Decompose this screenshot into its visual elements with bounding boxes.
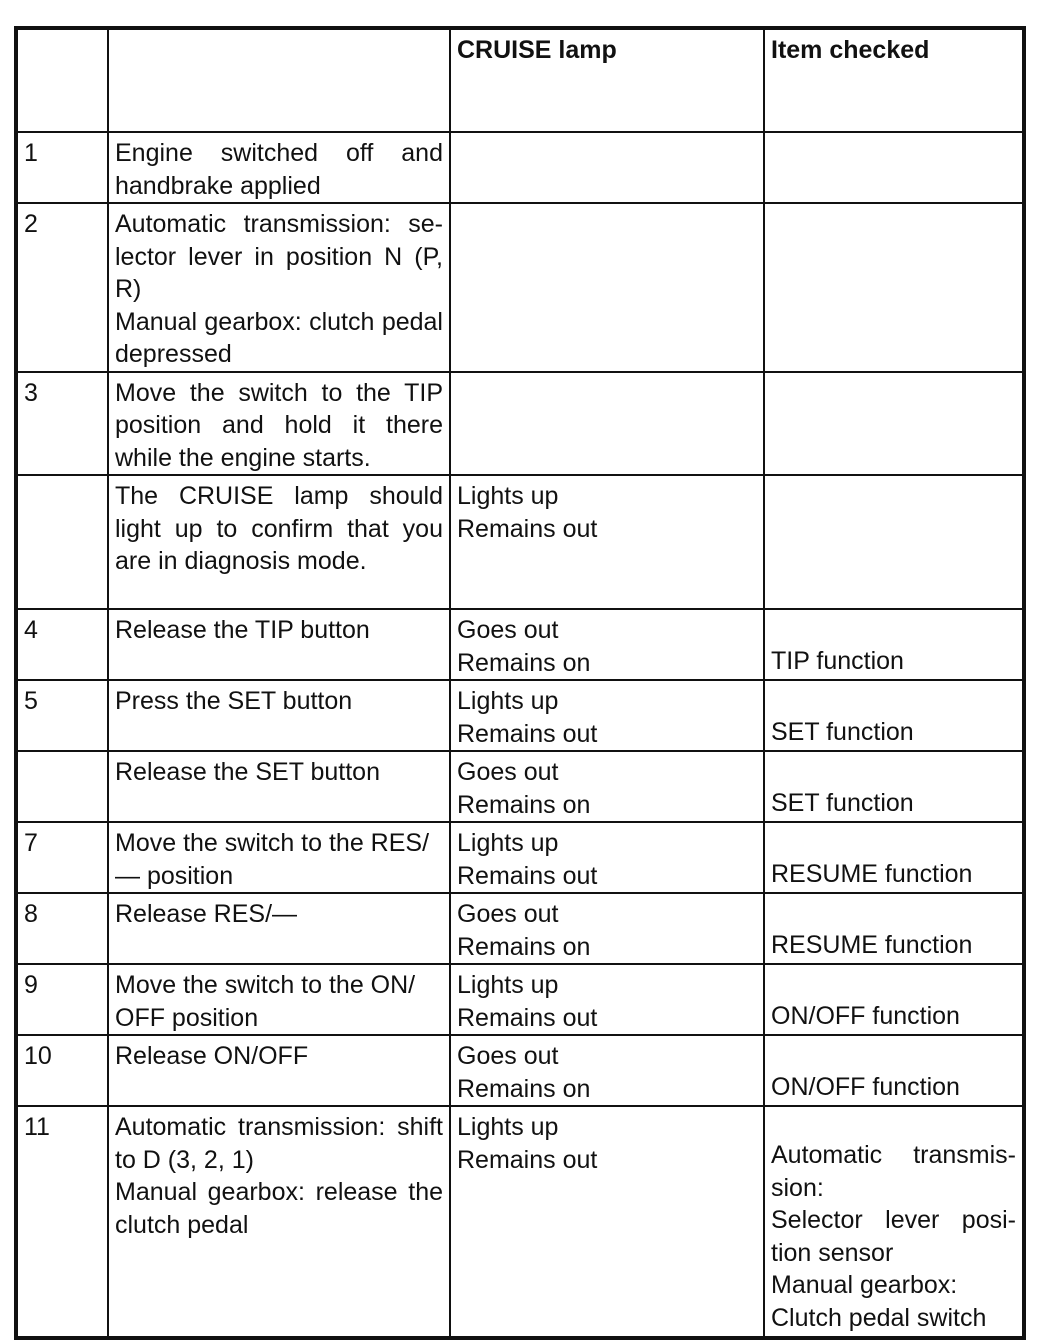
lamp-state <box>450 822 764 893</box>
step-number: 2 <box>16 203 108 372</box>
lamp-state-line: Remains out <box>457 514 598 543</box>
step-action: The CRUISE lamp should light up to confirm that you are in diagnosis mode. <box>108 475 450 609</box>
lamp-state <box>450 609 764 680</box>
step-action-line: Manual gearbox: clutch pedal depressed <box>115 307 443 368</box>
table-row <box>16 751 1024 822</box>
lamp-state-line: Remains out <box>457 1145 598 1174</box>
item-checked-line: Selector lever posi-tion sensor <box>771 1206 1016 1267</box>
step-number: 7 <box>16 822 108 893</box>
item-checked <box>764 203 1024 372</box>
step-action: Move the switch to the ON/ OFF position <box>108 964 450 1035</box>
item-checked: ON/OFF function <box>764 1035 1024 1106</box>
lamp-state <box>450 680 764 751</box>
header-row <box>16 28 1024 132</box>
lamp-state-line: Lights up <box>457 687 559 715</box>
step-number: 11 <box>16 1106 108 1338</box>
step-action: Move the switch to the RES/— position <box>108 822 450 893</box>
step-action: Engine switched off and handbrake applied <box>108 132 450 203</box>
lamp-state-line: Remains out <box>457 861 598 890</box>
item-checked: RESUME function <box>764 893 1024 964</box>
step-action <box>108 1106 450 1338</box>
lamp-state <box>450 1106 764 1338</box>
item-checked: SET function <box>764 751 1024 822</box>
table-row <box>16 132 1024 203</box>
lamp-state-line: Lights up <box>457 971 559 999</box>
table-row <box>16 964 1024 1035</box>
lamp-state <box>450 372 764 476</box>
lamp-state-line: Remains out <box>457 719 598 748</box>
step-number: 3 <box>16 372 108 476</box>
step-number <box>16 751 108 822</box>
step-number: 1 <box>16 132 108 203</box>
header-item-checked: Item checked <box>764 28 1024 132</box>
item-checked: TIP function <box>764 609 1024 680</box>
step-action: Move the switch to the TIP position and hold it there while the engine starts. <box>108 372 450 476</box>
step-action: Release the SET button <box>108 751 450 822</box>
lamp-state <box>450 132 764 203</box>
step-number: 5 <box>16 680 108 751</box>
header-action-cell <box>108 28 450 132</box>
step-action-line: Automatic transmission: se-lector lever in position N (P, R) <box>115 210 443 303</box>
step-number <box>16 475 108 609</box>
item-checked <box>764 132 1024 203</box>
table-row <box>16 680 1024 751</box>
step-action: Release RES/— <box>108 893 450 964</box>
lamp-state-line: Remains on <box>457 790 591 819</box>
lamp-state-line: Lights up <box>457 482 559 510</box>
diagnosis-table <box>14 26 1026 1340</box>
item-checked: ON/OFF function <box>764 964 1024 1035</box>
lamp-state-line: Remains on <box>457 1074 591 1103</box>
lamp-state-line: Lights up <box>457 829 559 857</box>
step-action <box>108 203 450 372</box>
lamp-state <box>450 893 764 964</box>
step-number: 8 <box>16 893 108 964</box>
lamp-state <box>450 203 764 372</box>
step-action: Release ON/OFF <box>108 1035 450 1106</box>
item-checked: SET function <box>764 680 1024 751</box>
item-checked-line: Clutch pedal switch <box>771 1303 987 1332</box>
item-checked <box>764 1106 1024 1338</box>
lamp-state <box>450 751 764 822</box>
header-cruise-lamp: CRUISE lamp <box>450 28 764 132</box>
lamp-state-line: Goes out <box>457 1042 559 1070</box>
table-row <box>16 822 1024 893</box>
step-action-line: Manual gearbox: release the clutch pedal <box>115 1178 443 1239</box>
table-row <box>16 1035 1024 1106</box>
step-action-line: Automatic transmission: shift to D (3, 2, 1) <box>115 1113 443 1174</box>
lamp-state-line: Remains on <box>457 932 591 961</box>
item-checked: RESUME function <box>764 822 1024 893</box>
table-row <box>16 372 1024 476</box>
step-number: 9 <box>16 964 108 1035</box>
step-action: Press the SET button <box>108 680 450 751</box>
header-no-cell <box>16 28 108 132</box>
step-number: 10 <box>16 1035 108 1106</box>
lamp-state-line: Remains out <box>457 1003 598 1032</box>
lamp-state-line: Remains on <box>457 648 591 677</box>
item-checked-line: Automatic transmis-sion: <box>771 1141 1016 1202</box>
table-row <box>16 893 1024 964</box>
lamp-state <box>450 475 764 609</box>
lamp-state <box>450 1035 764 1106</box>
lamp-state-line: Goes out <box>457 758 559 786</box>
step-number: 4 <box>16 609 108 680</box>
table-row <box>16 1106 1024 1338</box>
lamp-state-line: Goes out <box>457 616 559 644</box>
table-row <box>16 609 1024 680</box>
lamp-state-line: Goes out <box>457 900 559 928</box>
step-action: Release the TIP button <box>108 609 450 680</box>
item-checked <box>764 372 1024 476</box>
item-checked <box>764 475 1024 609</box>
lamp-state-line: Lights up <box>457 1113 559 1141</box>
item-checked-line: Manual gearbox: <box>771 1271 958 1299</box>
lamp-state <box>450 964 764 1035</box>
table-row <box>16 203 1024 372</box>
table-row <box>16 475 1024 609</box>
